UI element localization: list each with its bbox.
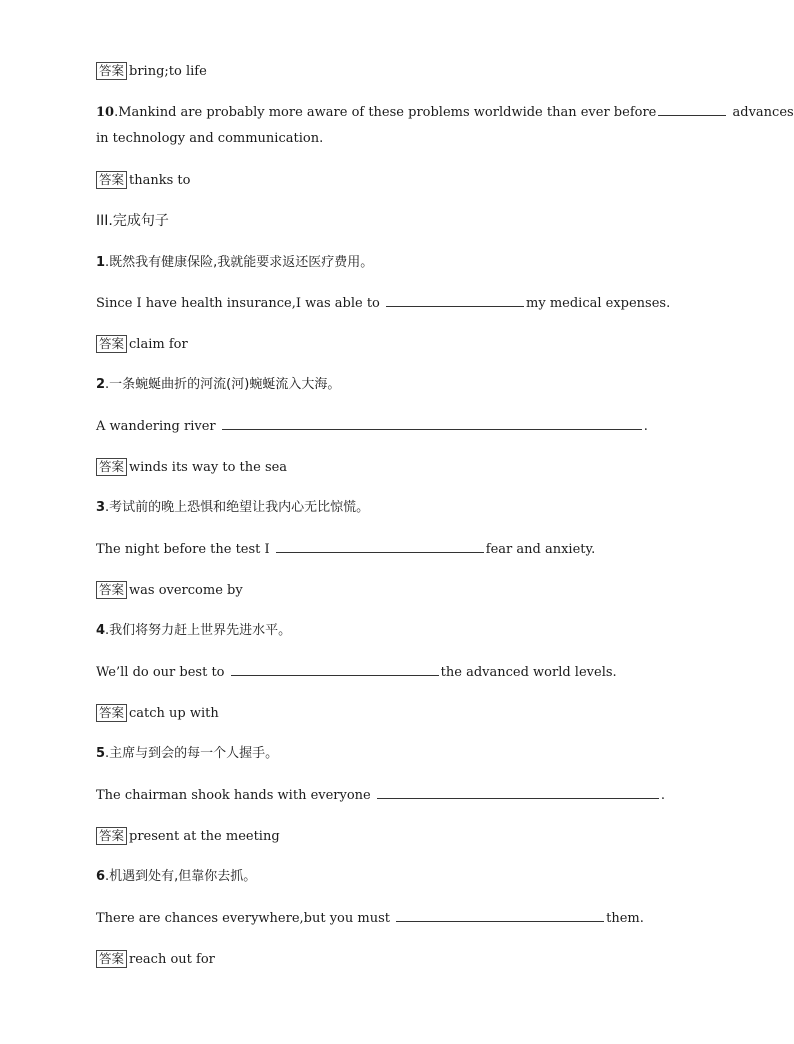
answer-badge: 答案 <box>96 335 127 353</box>
sentence-before: There are chances everywhere,but you must <box>96 911 395 926</box>
question-number: 10 <box>96 105 115 120</box>
question-10 <box>96 103 794 122</box>
answer-badge: 答案 <box>96 950 127 968</box>
item-number: 2 <box>96 377 106 392</box>
answer-blank <box>222 417 642 430</box>
item-4-sentence <box>96 663 617 682</box>
chinese-prompt: .考试前的晚上恐惧和绝望让我内心无比惊慌。 <box>105 500 370 515</box>
answer-badge: 答案 <box>96 827 127 845</box>
answer-line-10 <box>96 171 190 190</box>
answer-text: catch up with <box>129 706 219 721</box>
item-5-sentence <box>96 786 665 805</box>
sentence-before: The chairman shook hands with everyone <box>96 788 375 803</box>
answer-badge: 答案 <box>96 62 127 80</box>
item-number: 3 <box>96 500 106 515</box>
answer-text: was overcome by <box>129 583 243 598</box>
answer-blank <box>276 540 484 553</box>
answer-blank <box>396 909 604 922</box>
item-3-sentence <box>96 540 595 559</box>
sentence-before: The night before the test I <box>96 542 274 557</box>
item-2-chinese <box>96 376 340 394</box>
item-2-sentence <box>96 417 648 436</box>
item-number: 5 <box>96 746 106 761</box>
item-2-answer <box>96 458 287 477</box>
answer-badge: 答案 <box>96 581 127 599</box>
answer-text: claim for <box>129 337 188 352</box>
item-number: 6 <box>96 869 106 884</box>
sentence-before: We’ll do our best to <box>96 665 229 680</box>
chinese-prompt: .我们将努力赶上世界先进水平。 <box>105 623 292 638</box>
answer-blank <box>231 663 439 676</box>
item-4-chinese <box>96 622 291 640</box>
answer-blank <box>658 103 726 116</box>
item-5-answer <box>96 827 280 846</box>
item-3-chinese <box>96 499 369 517</box>
chinese-prompt: .主席与到会的每一个人握手。 <box>105 746 279 761</box>
item-6-answer <box>96 950 215 969</box>
answer-text: thanks to <box>129 173 191 188</box>
answer-text: winds its way to the sea <box>129 460 288 475</box>
item-1-answer <box>96 335 188 354</box>
sentence-after: . <box>643 419 648 434</box>
question-10-line2 <box>96 130 323 148</box>
item-5-chinese <box>96 745 278 763</box>
answer-badge: 答案 <box>96 704 127 722</box>
answer-blank <box>377 786 659 799</box>
chinese-prompt: .一条蜿蜒曲折的河流(河)蜿蜒流入大海。 <box>105 377 341 392</box>
sentence-before: A wandering river <box>96 419 220 434</box>
answer-text: present at the meeting <box>129 829 280 844</box>
sentence-after: them. <box>606 911 644 926</box>
chinese-prompt: .机遇到处有,但靠你去抓。 <box>105 869 257 884</box>
question-text: in technology and communication. <box>96 131 324 146</box>
item-6-sentence <box>96 909 644 928</box>
question-text: .Mankind are probably more aware of these problems worldwide than ever before <box>114 105 657 120</box>
answer-text: bring;to life <box>129 64 207 79</box>
sentence-after: the advanced world levels. <box>440 665 617 680</box>
item-4-answer <box>96 704 219 723</box>
chinese-prompt: .既然我有健康保险,我就能要求返还医疗费用。 <box>105 255 374 270</box>
item-1-chinese <box>96 254 373 272</box>
sentence-before: Since I have health insurance,I was able to <box>96 296 385 311</box>
sentence-after: my medical expenses. <box>526 296 671 311</box>
item-3-answer <box>96 581 243 600</box>
item-number: 4 <box>96 623 106 638</box>
answer-badge: 答案 <box>96 171 127 189</box>
answer-line-top <box>96 62 207 81</box>
item-number: 1 <box>96 255 106 270</box>
item-1-sentence <box>96 294 670 313</box>
section-heading: III.完成句子 <box>96 213 169 229</box>
item-6-chinese <box>96 868 256 886</box>
answer-blank <box>386 294 524 307</box>
answer-text: reach out for <box>129 952 215 967</box>
sentence-after: fear and anxiety. <box>485 542 596 557</box>
question-text-after: advances <box>728 105 794 120</box>
answer-badge: 答案 <box>96 458 127 476</box>
sentence-after: . <box>660 788 666 803</box>
